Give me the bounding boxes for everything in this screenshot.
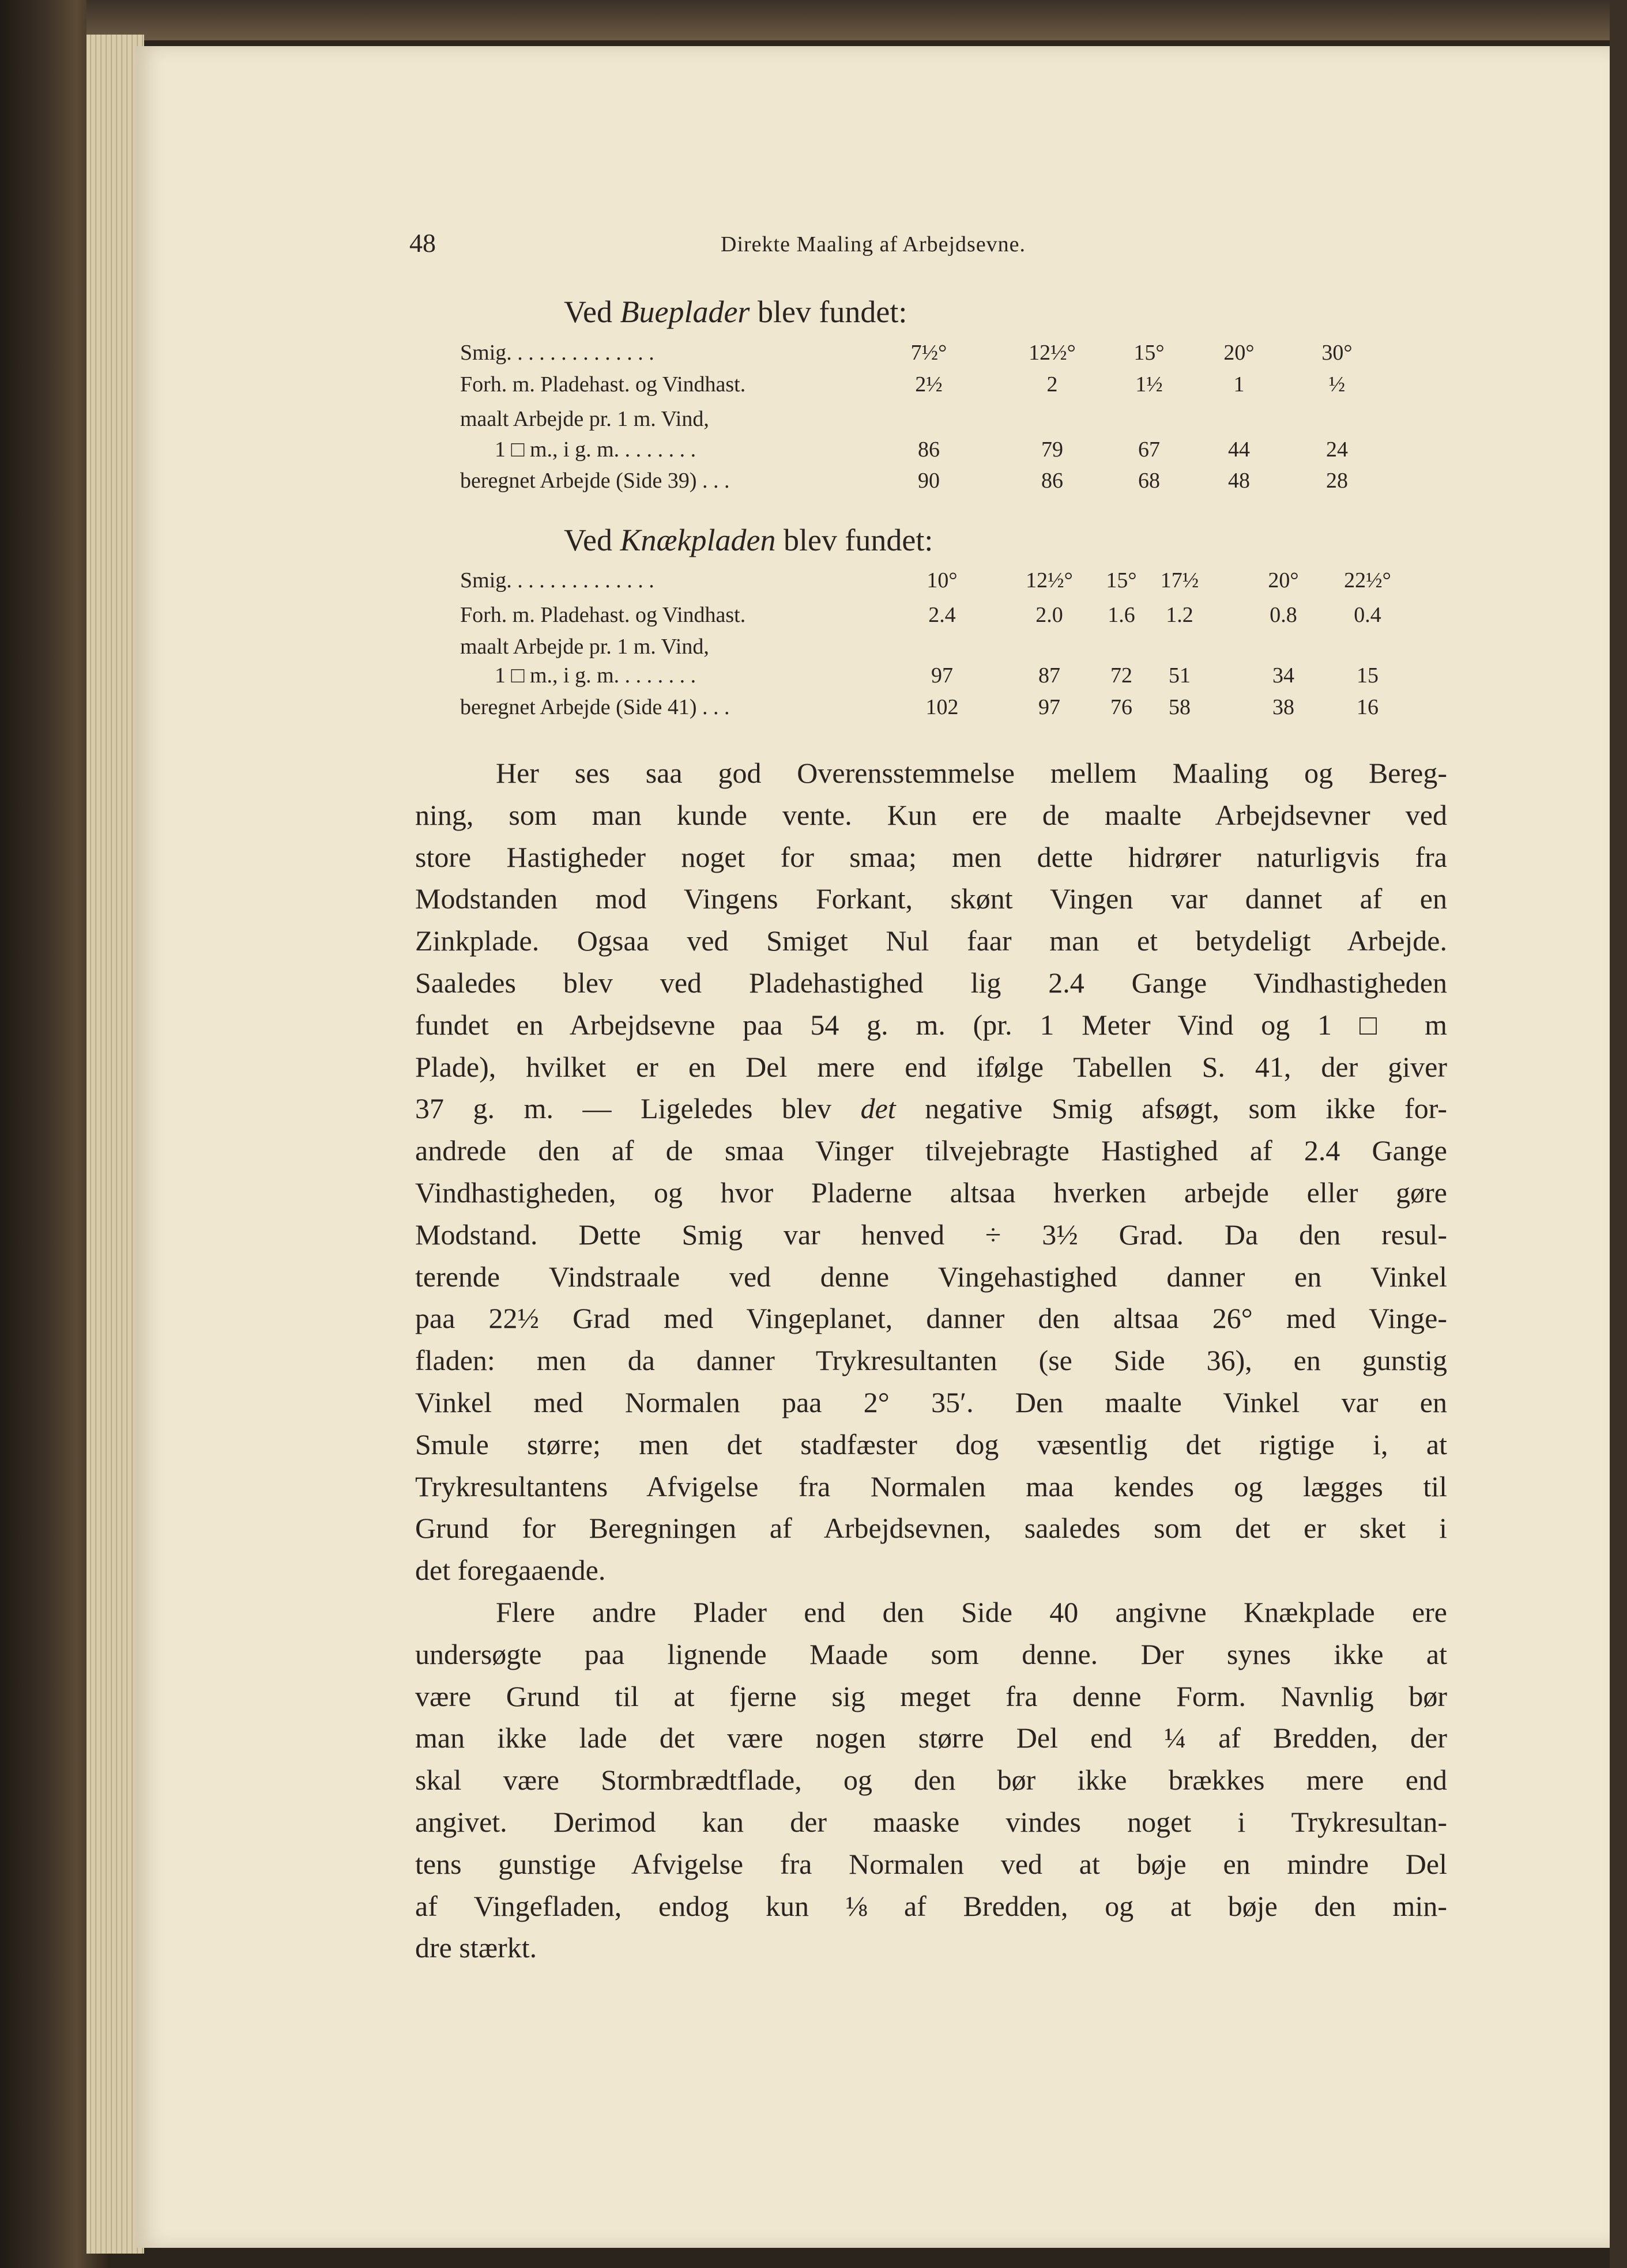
text-line: det foregaaende. <box>415 1554 606 1587</box>
page-number: 48 <box>409 228 436 258</box>
text-line: Plade), hvilket er en Del mere end ifølge Tabellen S. 41, der giver <box>415 1050 1447 1083</box>
cell-smig: 15° <box>1133 341 1165 365</box>
cell-forh: 2.4 <box>928 603 956 627</box>
text-line: tens gunstige Afvigelse fra Normalen ved at bøje en mindre Del <box>415 1847 1447 1880</box>
cell-maalt: 67 <box>1138 437 1160 462</box>
cell-maalt: 24 <box>1326 437 1348 462</box>
cell-beregnet: 86 <box>1041 469 1063 493</box>
text-line: undersøgte paa lignende Maade som denne. Der synes ikke at <box>415 1637 1447 1670</box>
cell-beregnet: 90 <box>918 469 940 493</box>
cell-beregnet: 68 <box>1138 469 1160 493</box>
cell-beregnet: 28 <box>1326 469 1348 493</box>
text-line: store Hastigheder noget for smaa; men dette hidrører naturligvis fra <box>415 840 1447 873</box>
cell-beregnet: 48 <box>1228 469 1250 493</box>
table-title-part: Ved <box>564 523 620 557</box>
text-line: terende Vindstraale ved denne Vingehastighed danner en Vinkel <box>415 1260 1447 1293</box>
row-label: beregnet Arbejde (Side 39) . . . <box>460 469 730 493</box>
cell-maalt: 15 <box>1357 663 1379 688</box>
text-line: Trykresultantens Afvigelse fra Normalen maa kendes og lægges til <box>415 1470 1447 1503</box>
text-line: Flere andre Plader end den Side 40 angivne Knækplade ere <box>496 1595 1447 1628</box>
text-line: Modstand. Dette Smig var henved ÷ 3½ Grad. Da den resul- <box>415 1218 1447 1251</box>
text-line: fundet en Arbejdsevne paa 54 g. m. (pr. 1 Meter Vind og 1 □ m <box>415 1008 1447 1041</box>
text-line: fladen: men da danner Trykresultanten (se Side 36), en gunstig <box>415 1344 1447 1377</box>
cell-smig: 7½° <box>910 341 947 365</box>
row-label: 1 □ m., i g. m. . . . . . . . <box>495 437 696 462</box>
cell-forh: ½ <box>1328 372 1346 397</box>
cell-smig: 12½° <box>1029 341 1076 365</box>
text-line: Saaledes blev ved Pladehastighed lig 2.4 Gange Vindhastigheden <box>415 966 1447 999</box>
text-line: være Grund til at fjerne sig meget fra denne Form. Navnlig bør <box>415 1680 1447 1712</box>
row-label: 1 □ m., i g. m. . . . . . . . <box>495 663 696 688</box>
text-line: Vindhastigheden, og hvor Pladerne altsaa hverken arbejde eller gøre <box>415 1176 1447 1209</box>
cell-beregnet: 102 <box>925 695 959 719</box>
text-line: andrede den af de smaa Vinger tilvejebragte Hastighed af 2.4 Gange <box>415 1134 1447 1167</box>
cell-smig: 20° <box>1223 341 1255 365</box>
cell-maalt: 34 <box>1272 663 1294 688</box>
cell-maalt: 86 <box>918 437 940 462</box>
emphasis: det <box>860 1092 896 1125</box>
book-top-edge <box>86 0 1627 40</box>
cell-maalt: 87 <box>1038 663 1060 688</box>
cell-smig: 15° <box>1106 568 1137 593</box>
cell-smig: 12½° <box>1026 568 1073 593</box>
cell-forh: 2½ <box>915 372 943 397</box>
row-label: Forh. m. Pladehast. og Vindhast. <box>460 372 746 397</box>
row-label: Forh. m. Pladehast. og Vindhast. <box>460 603 746 627</box>
text-line: Her ses saa god Overensstemmelse mellem Maaling og Bereg- <box>496 757 1447 789</box>
cell-forh: 2 <box>1046 372 1058 397</box>
table-title-part: Bueplader <box>620 295 750 329</box>
cell-beregnet: 76 <box>1110 695 1132 719</box>
table-title-part: blev fundet: <box>750 295 907 329</box>
row-label: beregnet Arbejde (Side 41) . . . <box>460 695 730 719</box>
cell-smig: 17½ <box>1160 568 1199 593</box>
text-line: dre stærkt. <box>415 1931 537 1964</box>
cell-maalt: 51 <box>1169 663 1191 688</box>
text-line: af Vingefladen, endog kun ⅛ af Bredden, og at bøje den min- <box>415 1889 1447 1922</box>
running-title: Direkte Maaling af Arbejdsevne. <box>721 232 1026 256</box>
text-line: man ikke lade det være nogen større Del end ¼ af Bredden, der <box>415 1722 1447 1754</box>
row-label: Smig. . . . . . . . . . . . . . <box>460 568 654 593</box>
cell-forh: 1.6 <box>1108 603 1135 627</box>
cell-beregnet: 16 <box>1357 695 1379 719</box>
cell-maalt: 72 <box>1110 663 1132 688</box>
cell-forh: 0.8 <box>1270 603 1297 627</box>
cell-smig: 20° <box>1268 568 1299 593</box>
cell-maalt: 44 <box>1228 437 1250 462</box>
text-line: angivet. Derimod kan der maaske vindes noget i Trykresultan- <box>415 1805 1447 1838</box>
cell-forh: 1.2 <box>1166 603 1193 627</box>
cell-forh: 1 <box>1233 372 1245 397</box>
text-line: Zinkplade. Ogsaa ved Smiget Nul faar man et betydeligt Arbejde. <box>415 924 1447 957</box>
text-line: Modstanden mod Vingens Forkant, skønt Vingen var dannet af en <box>415 882 1447 915</box>
text-line: 37 g. m. — Ligeledes blev det negative Smig afsøgt, som ikke for- <box>415 1092 1447 1125</box>
table-title <box>564 294 907 330</box>
text-line: Vinkel med Normalen paa 2° 35′. Den maalte Vinkel var en <box>415 1386 1447 1418</box>
book-right-edge <box>1610 0 1627 2268</box>
text-line: Grund for Beregningen af Arbejdsevnen, saaledes som det er sket i <box>415 1512 1447 1545</box>
cell-smig: 30° <box>1321 341 1353 365</box>
table-title-part: blev fundet: <box>775 523 933 557</box>
body-text <box>415 752 1447 1969</box>
row-label: Smig. . . . . . . . . . . . . . <box>460 341 654 365</box>
cell-smig: 10° <box>927 568 958 593</box>
table-title-part: Knækpladen <box>620 523 776 557</box>
text-line: ning, som man kunde vente. Kun ere de maalte Arbejdsevner ved <box>415 798 1447 831</box>
text-line: paa 22½ Grad med Vingeplanet, danner den altsaa 26° med Vinge- <box>415 1302 1447 1335</box>
cell-beregnet: 97 <box>1038 695 1060 719</box>
table-title <box>564 522 933 558</box>
cell-smig: 22½° <box>1344 568 1391 593</box>
cell-forh: 1½ <box>1135 372 1163 397</box>
cell-beregnet: 38 <box>1272 695 1294 719</box>
cell-beregnet: 58 <box>1169 695 1191 719</box>
text-line: skal være Stormbrædtflade, og den bør ikke brækkes mere end <box>415 1764 1447 1797</box>
cell-maalt: 97 <box>931 663 953 688</box>
cell-forh: 0.4 <box>1354 603 1381 627</box>
row-label: maalt Arbejde pr. 1 m. Vind, <box>460 635 709 659</box>
cell-maalt: 79 <box>1041 437 1063 462</box>
text-line: Smule større; men det stadfæster dog væsentlig det rigtige i, at <box>415 1428 1447 1461</box>
table-title-part: Ved <box>564 295 620 329</box>
cell-forh: 2.0 <box>1035 603 1063 627</box>
row-label: maalt Arbejde pr. 1 m. Vind, <box>460 407 709 431</box>
